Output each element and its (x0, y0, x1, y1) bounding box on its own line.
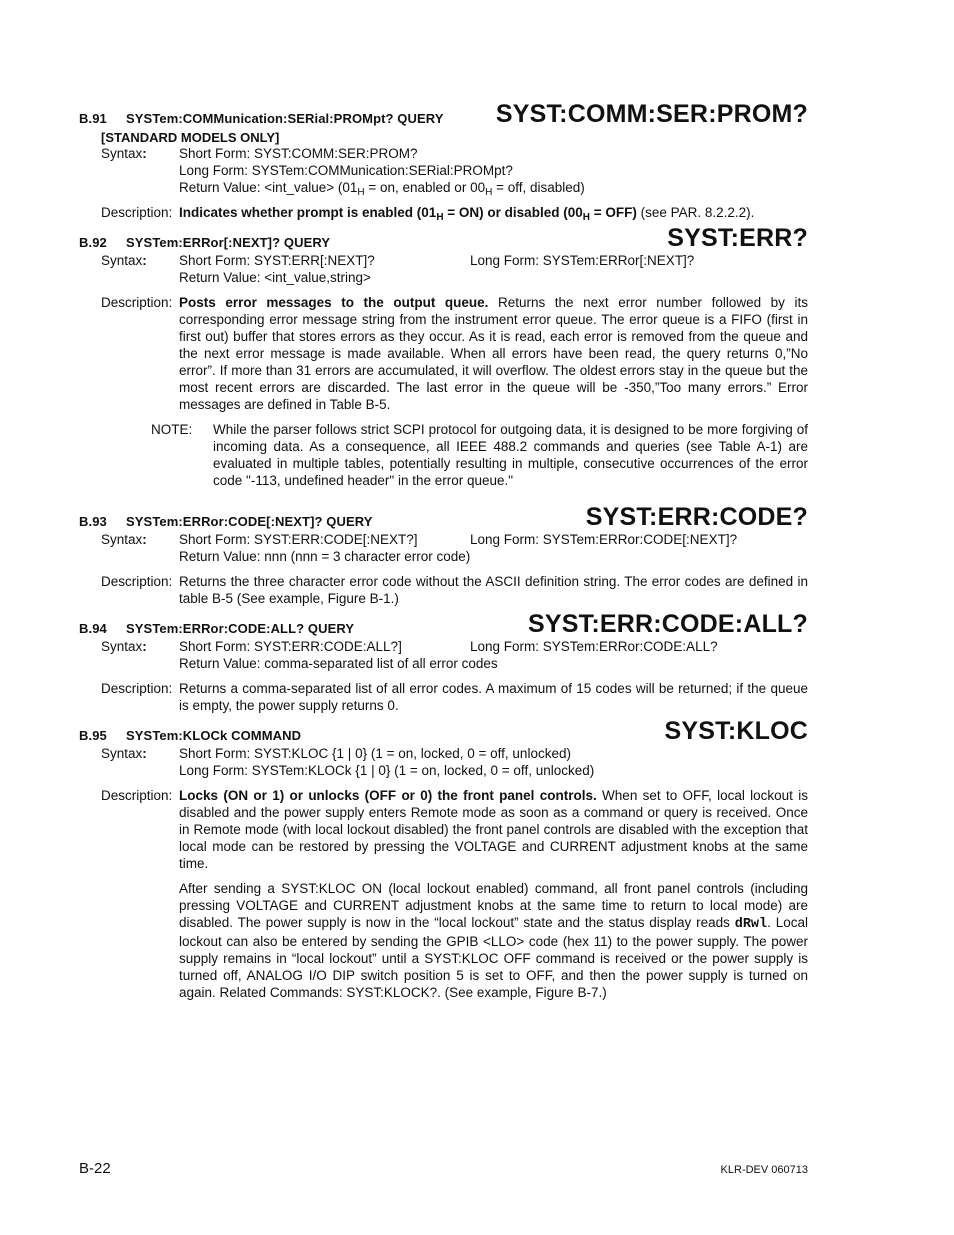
return-value: Return Value: <int_value> ($01_H$ = on, enabled or $00_H$ = off, disabled) (179, 180, 585, 198)
command-mnemonic: SYST:ERR:CODE? (585, 503, 808, 531)
section-heading: B.92 SYSTem:ERRor[:NEXT]? QUERY (79, 235, 331, 250)
document-id: KLR-DEV 060713 (720, 1164, 808, 1176)
short-form: Short Form: SYST:ERR[:NEXT]? (179, 253, 375, 268)
description-text: Returns a comma-separated list of all error codes. A maximum of 15 codes will be returned; if the queue is empty, the power supply returns 0. (179, 681, 808, 713)
syntax-label: Syntax: (101, 746, 147, 761)
description-label: Description: (101, 205, 173, 220)
section-b94 (79, 610, 808, 714)
description-text: Posts error messages to the output queue. Returns the next error number followed by its corresponding error message string from the instrument error queue. The error queue is a FIFO (first in first out) buffer that stores errors as they occur. As it is read, each error is removed from the queue and the next error message is made available. When all errors have been read, the query returns 0,”No error”. If more than 31 errors are accumulated, it will overflow. The oldest errors stay in the queue but the most recent errors are discarded. The last error in the queue will be -350,”Too many errors.” Error messages are defined in Table B-5. (179, 295, 808, 412)
return-value: Return Value: comma-separated list of all error codes (179, 656, 498, 671)
long-form: Long Form: SYSTem:ERRor[:NEXT]? (470, 253, 695, 268)
description-paragraph-2: After sending a SYST:KLOC ON (local lockout enabled) command, all front panel controls (including pressing VOLTAGE and CURRENT adjustment knobs at the same time to return to local mode) are disabled. The power supply is now in the “local lockout” state and the status display reads dRwl. Local lockout can also be entered by sending the GPIB <LLO> code (hex 11) to the power supply. The power supply remains in “local lockout” until a SYST:KLOC OFF command is received or the power supply is turned off, ANALOG I/O DIP switch position 5 is set to OFF, and then the power supply is turned on again. Related Commands: SYST:KLOCK?. (See example, Figure B-7.) (179, 881, 808, 1000)
section-b91 (79, 100, 808, 223)
section-heading: B.91 SYSTem:COMMunication:SERial:PROMpt? QUERY (79, 111, 444, 126)
command-mnemonic: SYST:ERR? (667, 224, 808, 252)
section-b93 (79, 503, 808, 607)
description-label: Description: (101, 788, 173, 803)
display-code: dRwl (734, 917, 768, 932)
syntax-label: Syntax: (101, 639, 147, 654)
command-mnemonic: SYST:COMM:SER:PROM? (495, 100, 808, 128)
long-form: Long Form: SYSTem:ERRor:CODE:ALL? (470, 639, 718, 654)
description-text: Locks (ON or 1) or unlocks (OFF or 0) the front panel controls. When set to OFF, local lockout is disabled and the power supply enters Remote mode as soon as a command or query is received. Once in Remote mode (with local lockout disabled) the front panel controls are disabled with the exception that local mode can be restored by pressing the VOLTAGE and CURRENT adjustment knobs at the same time. (179, 788, 808, 871)
syntax-label: Syntax: (101, 253, 147, 268)
note-text: While the parser follows strict SCPI protocol for outgoing data, it is designed to be more forgiving of incoming data. As a consequence, all IEEE 488.2 commands and queries (see Table A-1) are evaluated in multiple tables, potentially resulting in multiple, consecutive occurrences of the error code "-113, undefined header" in the error queue." (213, 422, 808, 488)
description-label: Description: (101, 681, 173, 696)
command-mnemonic: SYST:KLOC (664, 717, 808, 745)
long-form: Long Form: SYSTem:COMMunication:SERial:PROMpt? (179, 163, 513, 178)
short-form: Short Form: SYST:COMM:SER:PROM? (179, 146, 418, 161)
models-note: [STANDARD MODELS ONLY] (101, 130, 280, 145)
description-text: Indicates whether prompt is enabled $(01_H = ON)$ or disabled $(00_H = OFF)$ (see PAR. 8.2.2.2). (179, 205, 755, 223)
short-form: Short Form: SYST:ERR:CODE:ALL?] (179, 639, 402, 654)
section-heading: B.94 SYSTem:ERRor:CODE:ALL? QUERY (79, 621, 355, 636)
section-heading: B.93 SYSTem:ERRor:CODE[:NEXT]? QUERY (79, 514, 373, 529)
section-b95 (79, 717, 808, 1001)
page-number: B-22 (79, 1160, 111, 1177)
short-form: Short Form: SYST:ERR:CODE[:NEXT?] (179, 532, 418, 547)
description-label: Description: (101, 295, 173, 310)
note-label: NOTE: (151, 422, 193, 437)
section-b92 (79, 224, 808, 489)
syntax-label: Syntax: (101, 532, 147, 547)
long-form: Long Form: SYSTem:ERRor:CODE[:NEXT]? (470, 532, 738, 547)
return-value: Return Value: <int_value,string> (179, 270, 371, 285)
section-heading: B.95 SYSTem:KLOCk COMMAND (79, 728, 302, 743)
description-text: Returns the three character error code without the ASCII definition string. The error codes are defined in table B-5 (See example, Figure B-1.) (179, 574, 808, 606)
return-value: Return Value: nnn (nnn = 3 character error code) (179, 549, 471, 564)
long-form: Long Form: SYSTem:KLOCk {1 | 0} (1 = on, locked, 0 = off, unlocked) (179, 763, 595, 778)
command-mnemonic: SYST:ERR:CODE:ALL? (528, 610, 808, 638)
description-label: Description: (101, 574, 173, 589)
syntax-label: Syntax: (101, 146, 147, 161)
short-form: Short Form: SYST:KLOC {1 | 0} (1 = on, locked, 0 = off, unlocked) (179, 746, 571, 761)
